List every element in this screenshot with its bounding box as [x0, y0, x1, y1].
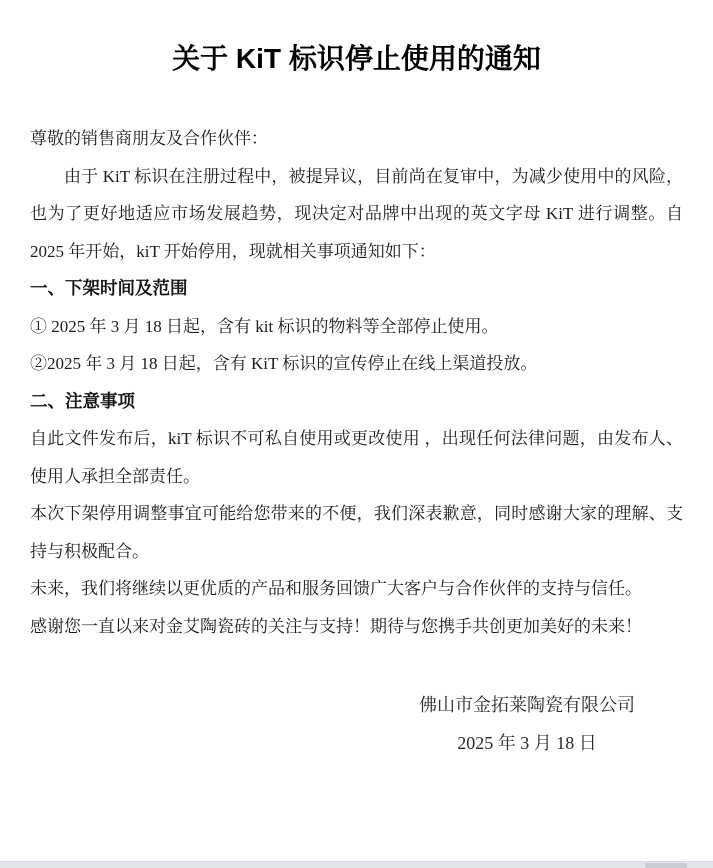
scrollbar-thumb[interactable]: [645, 863, 687, 868]
notice-paragraph-apology: 本次下架停用调整事宜可能给您带来的不便，我们深表歉意，同时感谢大家的理解、支持与积极配合。: [30, 504, 683, 561]
notice-paragraph-future: 未来，我们将继续以更优质的产品和服务回馈广大客户与合作伙伴的支持与信任。: [30, 579, 642, 598]
page-title: 关于 KiT 标识停止使用的通知: [172, 43, 541, 74]
signature-block: [30, 687, 683, 762]
issue-date: 2025 年 3 月 18 日: [457, 732, 597, 753]
notice-paragraph-liability: 自此文件发布后，kiT 标识不可私自使用或更改使用 ，出现任何法律问题，由发布人、使用人承担全部责任。: [30, 429, 683, 486]
company-name: 佛山市金拓莱陶瓷有限公司: [419, 695, 635, 715]
section-2-heading: 二、注意事项: [30, 390, 135, 411]
intro-paragraph: 由于 KiT 标识在注册过程中，被提异议，目前尚在复审中，为减少使用中的风险，也为了更好地适应市场发展趋势，现决定对品牌中出现的英文字母 KiT 进行调整。自 2025 年开始，kiT 开始停用，现就相关事项通知如下：: [30, 166, 683, 261]
horizontal-scrollbar[interactable]: [0, 861, 713, 868]
signature-inner: [419, 687, 635, 762]
section-1-item-2: ②2025 年 3 月 18 日起，含有 KiT 标识的宣传停止在线上渠道投放。: [30, 354, 538, 373]
greeting-line: 尊敬的销售商朋友及合作伙伴：: [30, 129, 268, 148]
notice-paragraph-thanks: 感谢您一直以来对金艾陶瓷砖的关注与支持！期待与您携手共创更加美好的未来！: [30, 616, 642, 636]
section-1-heading: 一、下架时间及范围: [30, 278, 188, 298]
section-1-item-1: ① 2025 年 3 月 18 日起，含有 kit 标识的物料等全部停止使用。: [30, 316, 499, 336]
